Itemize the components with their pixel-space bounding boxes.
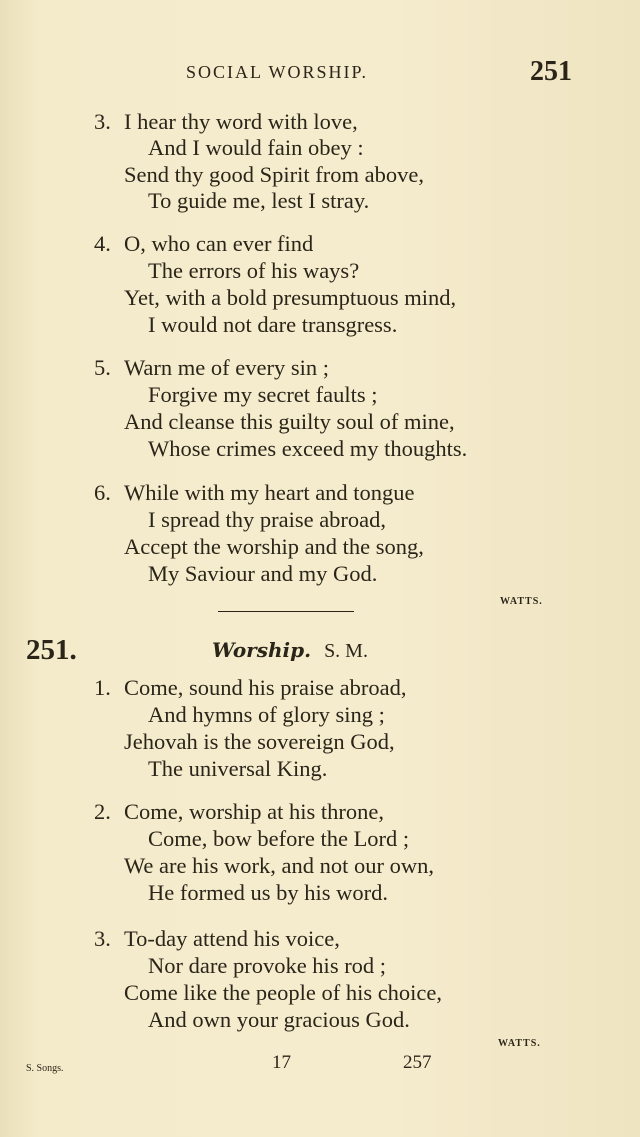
verse-line: Forgive my secret faults ; [148, 382, 378, 407]
verse-number: 4. [94, 231, 111, 256]
verse-line: The errors of his ways? [148, 258, 360, 283]
verse-line: O, who can ever find [124, 231, 314, 256]
verse-line: Send thy good Spirit from above, [124, 162, 424, 187]
hymn-number: 251. [26, 634, 77, 666]
verse-line: Jehovah is the sovereign God, [124, 729, 395, 754]
verse-line: Come, sound his praise abroad, [124, 675, 407, 700]
verse-line: Warn me of every sin ; [124, 355, 329, 380]
verse-line: The universal King. [148, 756, 328, 781]
verse-line: To-day attend his voice, [124, 926, 340, 951]
verse-line: He formed us by his word. [148, 880, 388, 905]
verse-number: 1. [94, 675, 111, 700]
signature-mark: S. Songs. [26, 1063, 64, 1074]
verse-line: And own your gracious God. [148, 1007, 410, 1032]
verse-line: I hear thy word with love, [124, 109, 358, 134]
divider-rule [218, 611, 354, 612]
verse-line: I would not dare transgress. [148, 312, 398, 337]
attribution: WATTS. [500, 596, 543, 607]
verse-line: Come, bow before the Lord ; [148, 826, 410, 851]
attribution: WATTS. [498, 1038, 541, 1049]
page-number: 251 [530, 56, 572, 87]
verse-number: 3. [94, 926, 111, 951]
verse-number: 5. [94, 355, 111, 380]
hymn-meter: S. M. [324, 640, 368, 662]
verse-number: 6. [94, 480, 111, 505]
page-sequence-number: 257 [403, 1052, 432, 1073]
verse-line: And I would fain obey : [148, 135, 364, 160]
verse-line: Whose crimes exceed my thoughts. [148, 436, 468, 461]
verse-line: Nor dare provoke his rod ; [148, 953, 387, 978]
verse-line: While with my heart and tongue [124, 480, 415, 505]
verse-number: 2. [94, 799, 111, 824]
verse-line: My Saviour and my God. [148, 561, 378, 586]
verse-line: Come like the people of his choice, [124, 980, 443, 1005]
verse-line: Yet, with a bold presumptuous mind, [124, 285, 457, 310]
hymn-title [212, 638, 368, 663]
verse-line: Come, worship at his throne, [124, 799, 384, 824]
verse-number: 3. [94, 109, 111, 134]
verse-line: We are his work, and not our own, [124, 853, 434, 878]
hymn-tune: Worship. [212, 638, 312, 662]
verse-line: And cleanse this guilty soul of mine, [124, 409, 455, 434]
verse-line: I spread thy praise abroad, [148, 507, 387, 532]
running-header-title: SOCIAL WORSHIP. [186, 62, 369, 82]
verse-line: Accept the worship and the song, [124, 534, 424, 559]
signature-number: 17 [272, 1052, 291, 1073]
verse-line: And hymns of glory sing ; [148, 702, 385, 727]
verse-line: To guide me, lest I stray. [148, 188, 370, 213]
